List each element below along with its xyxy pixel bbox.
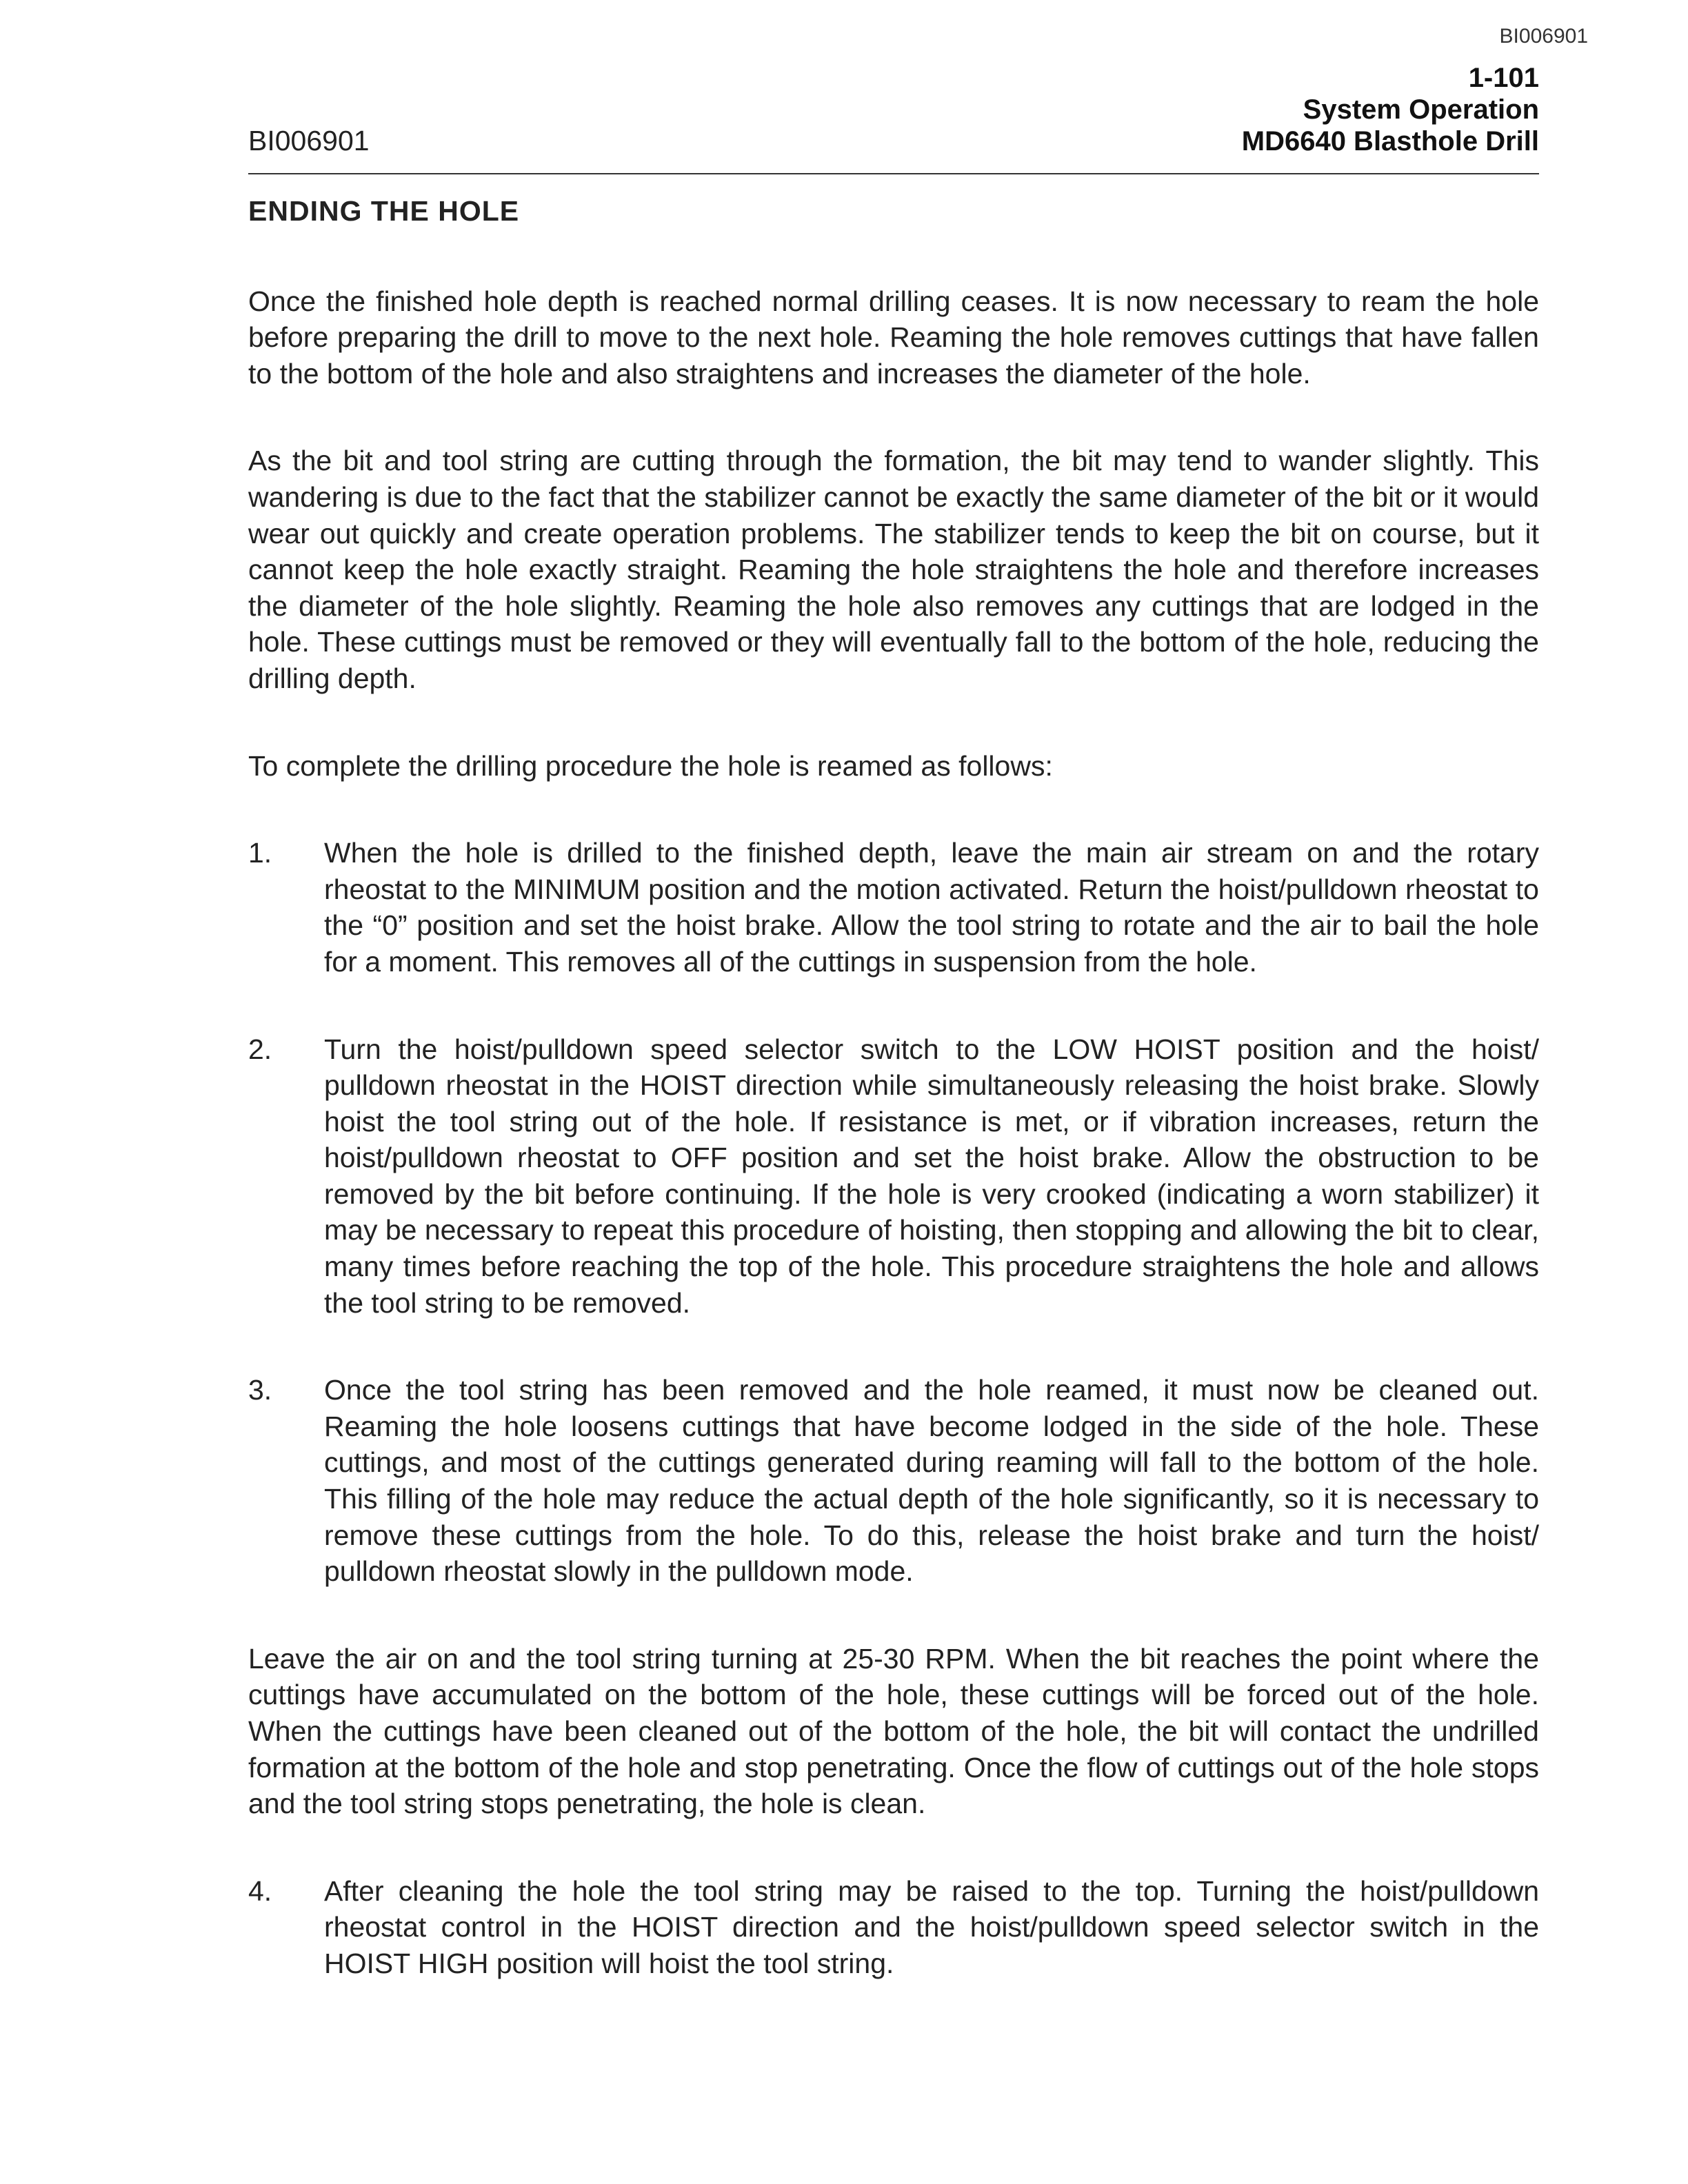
step-text: Turn the hoist/pulldown speed selector switch to the LOW HOIST position and the hoist/ pulldown rheostat in the HOIST direction while simultaneously releasing the hoist brake. Slowly hoist the tool string out of the hole. If resistance is met, or if vibration increases, return the hoist/pulldown rheostat to OFF position and set the hoist brake. Allow the obstruction to be removed by the bit before continuing. If the hole is very crooked (indicating a worn stabilizer) it may be necessary to repeat this procedure of hoisting, then stopping and allowing the bit to clear, many times before reaching the top of the hole. This procedure straightens the hole and allows the tool string to be removed. — [324, 1033, 1539, 1319]
page-content — [248, 193, 1539, 2033]
header-document-id: BI006901 — [248, 125, 370, 156]
step-text: Once the tool string has been removed and the hole reamed, it must now be cleaned out. Reaming the hole loosens cuttings that have become lodged in the side of the hole. These cuttings, and most of the cuttings generated during reaming will fall to the bottom of the hole. This filling of the hole may reduce the actual depth of the hole significantly, so it is necessary to remove these cuttings from the hole. To do this, release the hoist brake and turn the hoist/ pulldown rheostat slowly in the pulldown mode. — [324, 1374, 1539, 1588]
list-item-step-4 — [248, 1873, 1539, 1982]
header-title-block — [1242, 62, 1539, 157]
page-number: 1-101 — [1468, 63, 1539, 93]
list-item-step-1 — [248, 835, 1539, 980]
header-divider — [248, 173, 1539, 174]
page-header — [248, 54, 1539, 157]
list-item-step-2 — [248, 1031, 1539, 1322]
list-item-step-3 — [248, 1372, 1539, 1590]
step-text: When the hole is drilled to the finished depth, leave the main air stream on and the rotary rheostat to the MINIMUM position and the motion activated. Return the hoist/pulldown rheostat to the “0” position and set the hoist brake. Allow the tool string to rotate and the air to bail the hole for a moment. This removes all of the cuttings in suspension from the hole. — [324, 837, 1539, 978]
step-number: 4. — [248, 1874, 272, 1907]
paragraph-intro: Once the finished hole depth is reached normal drilling ceases. It is now necessary to ream the hole before preparing the drill to move to the next hole. Reaming the hole removes cuttings that have fallen to the bottom of the hole and also straightens and increases the diameter of the hole. — [248, 285, 1539, 390]
corner-document-id: BI006901 — [1499, 25, 1588, 48]
step-number: 2. — [248, 1033, 272, 1065]
paragraph-cleaning: Leave the air on and the tool string turning at 25-30 RPM. When the bit reaches the point where the cuttings have accumulated on the bottom of the hole, these cuttings will be forced out of the hole. When the cuttings have been cleaned out of the bottom of the hole, the bit will contact the undrilled formation at the bottom of the hole and stop penetrating. Once the flow of cuttings out of the hole stops and the tool string stops penetrating, the hole is clean. — [248, 1642, 1539, 1820]
product-name: MD6640 Blasthole Drill — [1241, 126, 1539, 156]
section-name: System Operation — [1303, 94, 1539, 125]
paragraph-procedure-lead: To complete the drilling procedure the hole is reamed as follows: — [248, 749, 1053, 782]
step-number: 1. — [248, 837, 272, 869]
step-text: After cleaning the hole the tool string may be raised to the top. Turning the hoist/pulldown rheostat control in the HOIST direction and the hoist/pulldown speed selector switch in the HOIST HIGH position will hoist the tool string. — [324, 1874, 1539, 1979]
section-title: ENDING THE HOLE — [248, 195, 520, 227]
paragraph-wandering: As the bit and tool string are cutting through the formation, the bit may tend to wander slightly. This wandering is due to the fact that the stabilizer cannot be exactly the same diameter of the bit or it would wear out quickly and create operation problems. The stabilizer tends to keep the bit on course, but it cannot keep the hole exactly straight. Reaming the hole straightens the hole and therefore increases the diameter of the hole slightly. Reaming the hole also removes any cuttings that are lodged in the hole. These cuttings must be removed or they will eventually fall to the bottom of the hole, reducing the drilling depth. — [248, 445, 1539, 694]
step-number: 3. — [248, 1374, 272, 1406]
